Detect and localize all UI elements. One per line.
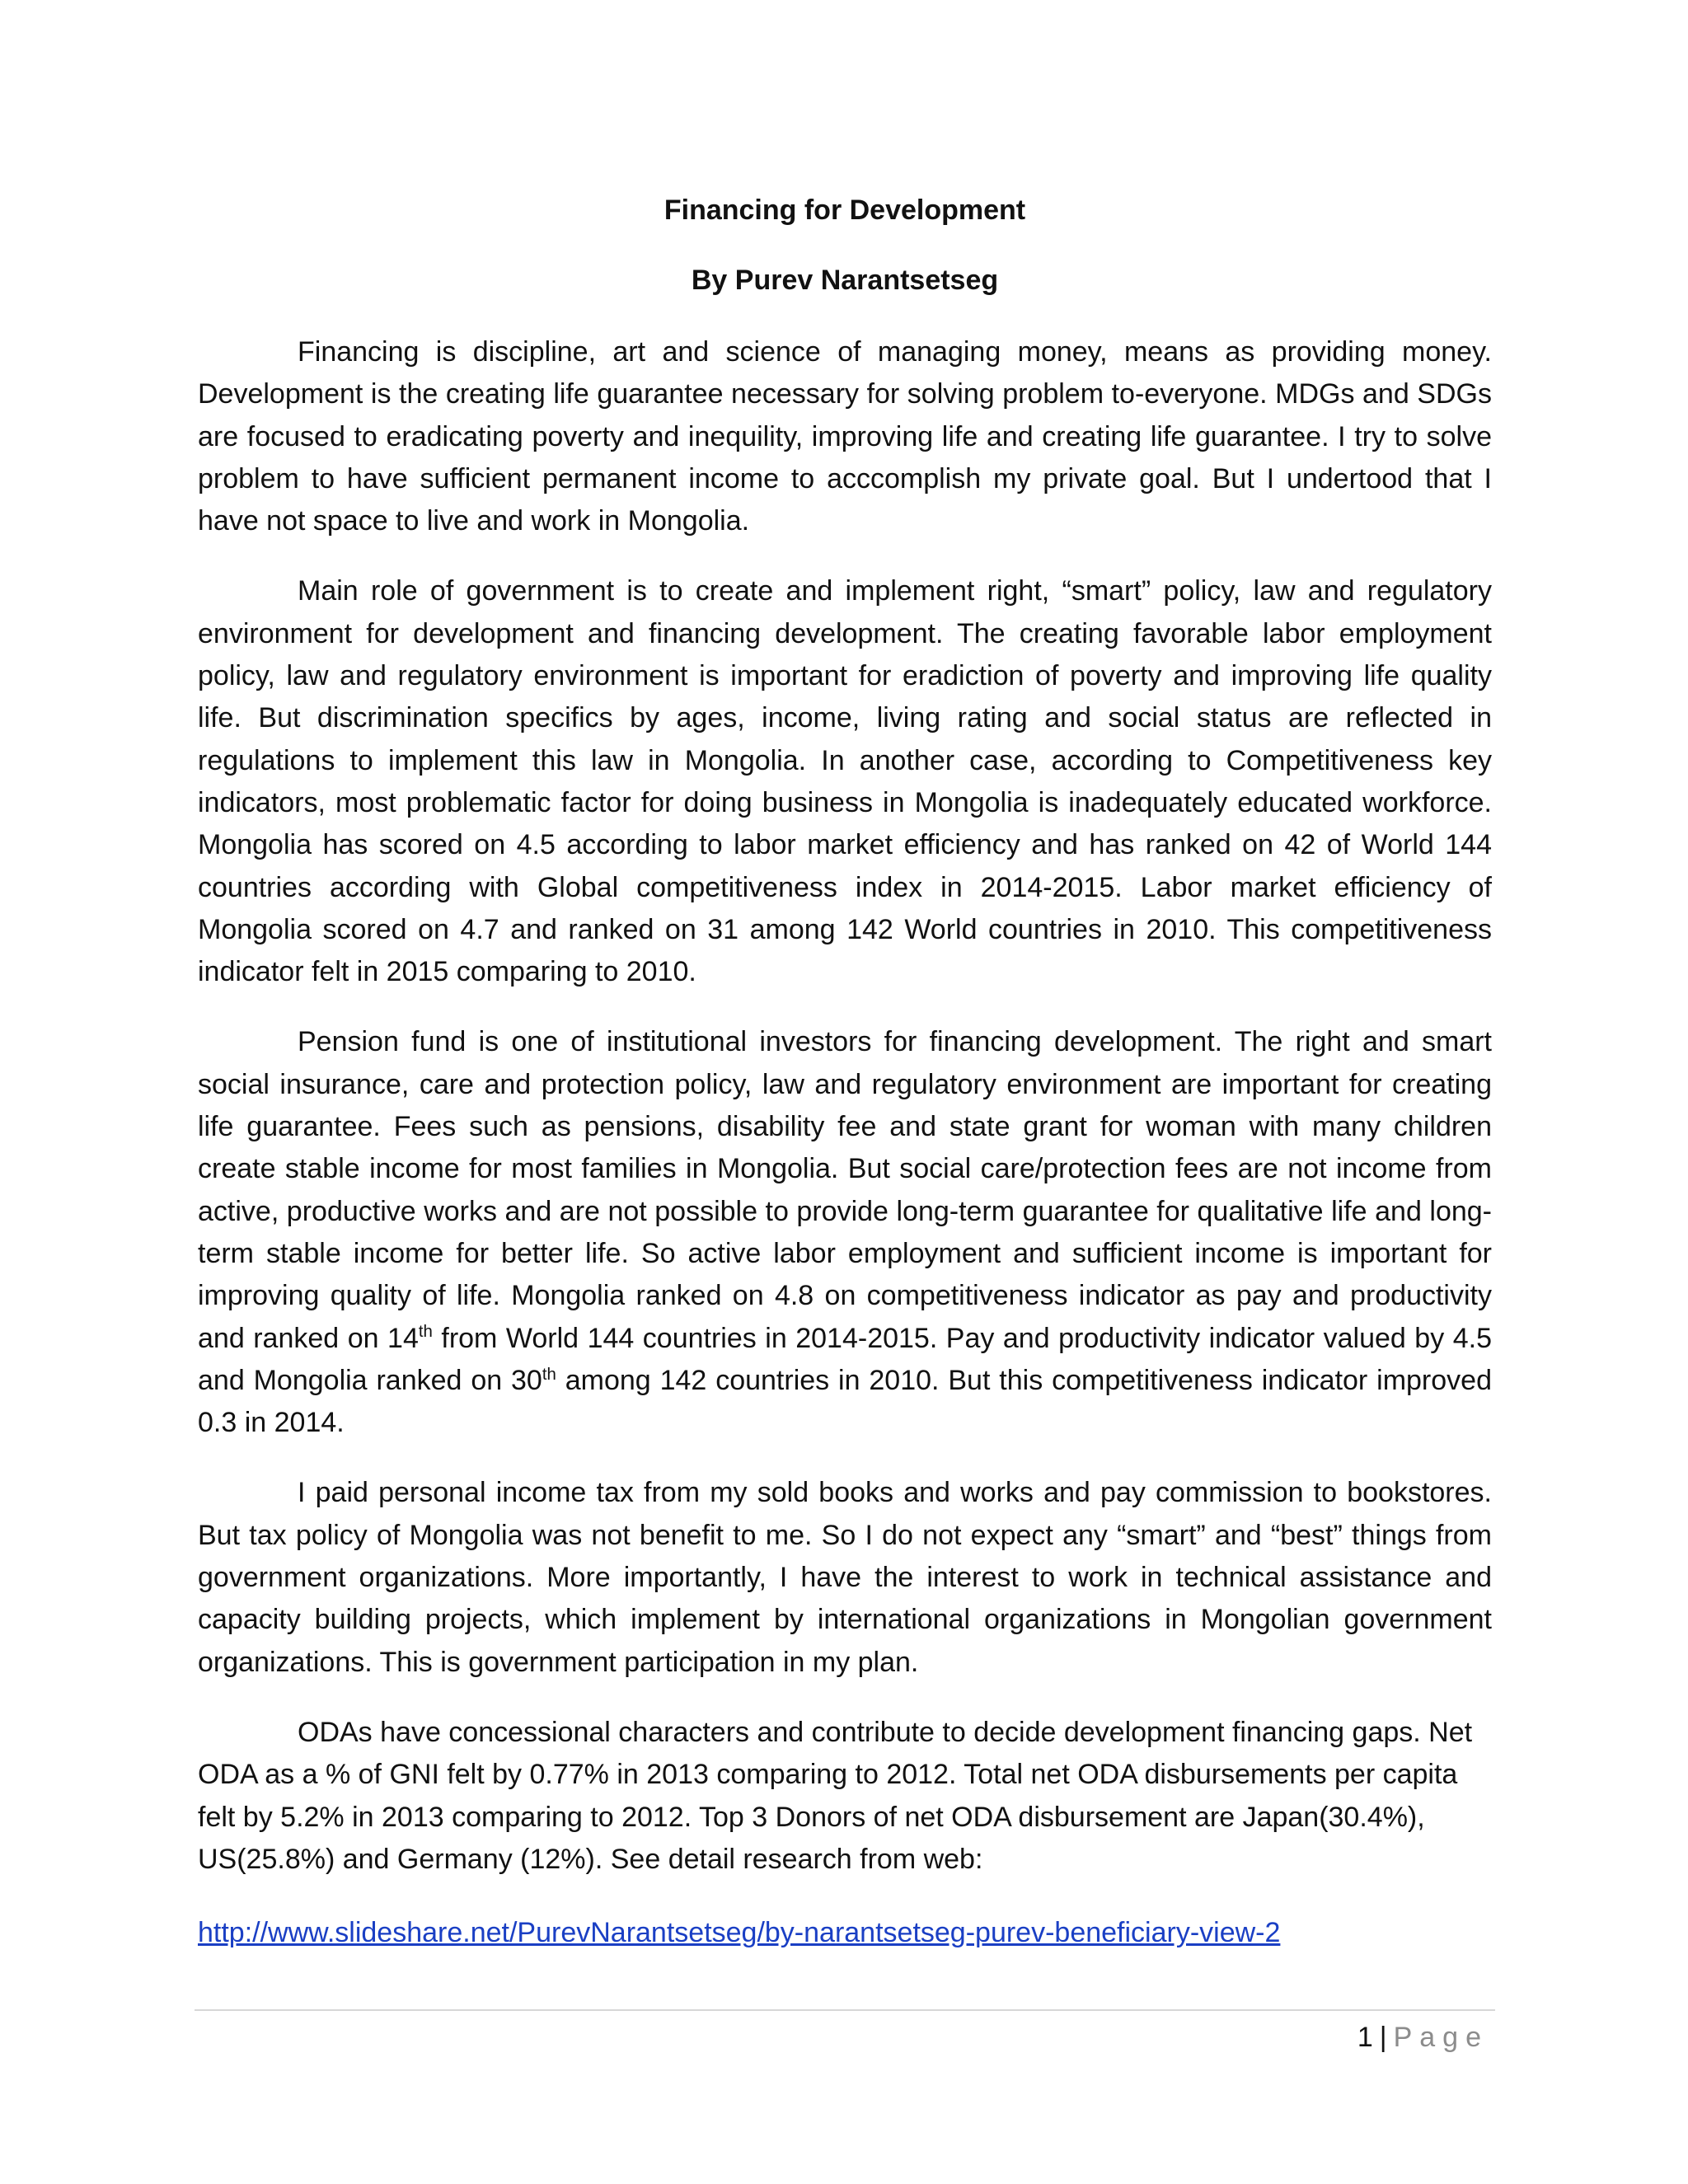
footer-separator: |	[1379, 2022, 1387, 2053]
page-footer	[1357, 2019, 1489, 2055]
document-title: Financing for Development	[663, 194, 1026, 226]
page-label: Page	[1393, 2022, 1489, 2053]
pension-text-part-3: among 142 countries in 2010. But this competitiveness indicator improved 0.3 in 2014.	[198, 1364, 1492, 1439]
paragraph-income-tax: I paid personal income tax from my sold books and works and pay commission to bookstores. But tax policy of Mongolia was not benefit to me. So I do not expect any “smart” and “best” things from government organizations. More importantly, I have the interest to work in technical assistance and capacity building projects, which implement by international organizations in Mongolian government organizations. This is government participation in my plan.	[198, 1477, 1492, 1678]
paragraph-pension-fund	[198, 1021, 1492, 1444]
footer-divider	[195, 2009, 1495, 2011]
author-byline: By Purev Narantsetseg	[691, 265, 999, 296]
pension-text-part-1: Pension fund is one of institutional investors for financing development. The right and smart social insurance, care and protection policy, law and regulatory environment are important for creating life guarantee. Fees such as pensions, disability fee and state grant for woman with many children create stable income for most families in Mongolia. But social care/protection fees are not income from active, productive works and are not possible to provide long-term guarantee for qualitative life and long-term stable income for better life. So active labor employment and sufficient income is important for improving quality of life. Mongolia ranked on 4.8 on competitiveness indicator as pay and productivity and ranked on 14	[198, 1026, 1492, 1354]
paragraph-government-role: Main role of government is to create and implement right, “smart” policy, law and regulatory environment for development and financing development. The creating favorable labor employment policy, law and regulatory environment is important for eradiction of poverty and improving life quality life. But discrimination specifics by ages, income, living rating and social status are reflected in regulations to implement this law in Mongolia. In another case, according to Competitiveness key indicators, most problematic factor for doing business in Mongolia is inadequately educated workforce. Mongolia has scored on 4.5 according to labor market efficiency and has ranked on 42 of World 144 countries according with Global competitiveness index in 2014-2015. Labor market efficiency of Mongolia scored on 4.7 and ranked on 31 among 142 World countries in 2010. This competitiveness indicator felt in 2015 comparing to 2010.	[198, 575, 1492, 988]
slideshare-link[interactable]: http://www.slideshare.net/PurevNarantsetseg/by-narantsetseg-purev-beneficiary-view-2	[198, 1917, 1281, 1949]
paragraph-oda: ODAs have concessional characters and contribute to decide development financing gaps. Net ODA as a % of GNI felt by 0.77% in 2013 comparing to 2012. Total net ODA disbursements per capita felt by 5.2% in 2013 comparing to 2012. Top 3 Donors of net ODA disbursement are Japan(30.4%), US(25.8%) and Germany (12%). See detail research from web:	[198, 1716, 1473, 1875]
superscript-th-1: th	[418, 1323, 433, 1342]
page-number: 1	[1357, 2022, 1373, 2053]
superscript-th-2: th	[542, 1365, 556, 1384]
paragraph-financing-definition: Financing is discipline, art and science of managing money, means as providing money. Development is the creating life guarantee necessary for solving problem to-everyone. MDGs and SDGs are focused to eradicating poverty and inequility, improving life and creating life guarantee. I try to solve problem to have sufficient permanent income to acccomplish my private goal. But I undertood that I have not space to live and work in Mongolia.	[198, 336, 1492, 537]
pension-text-part-2: from World 144 countries in 2014-2015. Pay and productivity indicator valued by 4.5 and Mongolia ranked on 30	[198, 1322, 1492, 1396]
document-page	[198, 194, 1492, 1954]
